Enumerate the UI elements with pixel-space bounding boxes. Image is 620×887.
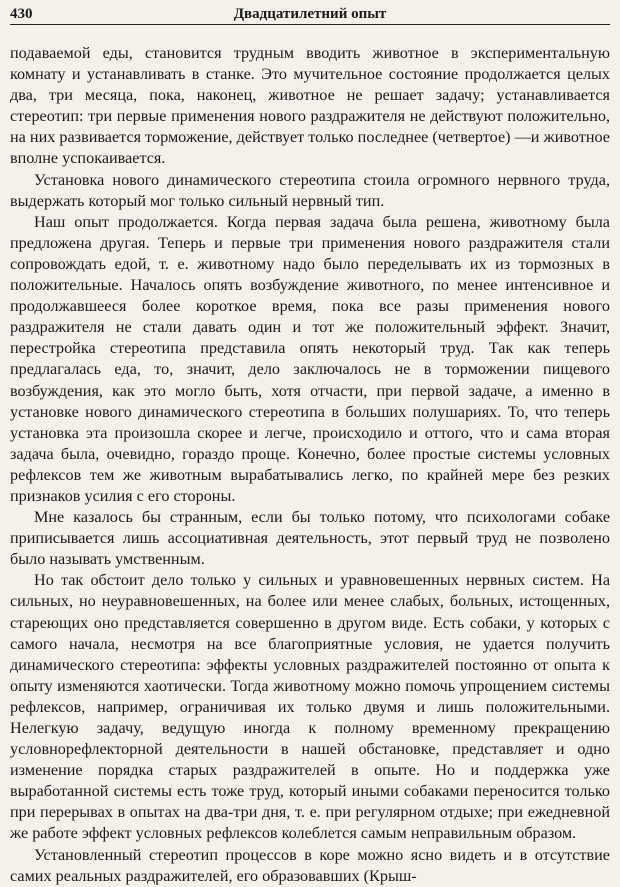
paragraph: подаваемой еды, становится трудным вводить животное в экспериментальную комнату и устанавливать в станке. Это мучительное состояние продолжается целых два, три месяца, пока, наконец, животное не решает задачу; устанавливается стереотип: три первые применения нового раздражителя не действуют положительно, на них развивается торможение, действует только последнее (четвертое) —и животное вполне успокаивается.: [10, 44, 610, 168]
paragraph: Наш опыт продолжается. Когда первая задача была решена, животному была предложена другая. Теперь и первые три применения нового раздражителя стали сопровождать едой, т. е. животному надо было переделывать их из тормозных в положительные. Началось опять возбуждение животного, по менее интенсивное и продолжавшееся более короткое время, пока все разы применения нового раздражителя не стали давать один и тот же положительный эффект. Значит, перестройка стереотипа представила опять некоторый труд. Так как теперь предлагалась еда, то, значит, дело заключалось не в торможении пищевого возбуждения, как это могло быть, хотя отчасти, при первой задаче, а именно в установке нового динамического стереотипа в больших полушариях. То, что теперь установка эта произошла скорее и легче, происходило и оттого, что и сама вторая задача была, очевидно, гораздо проще. Конечно, более простые системы условных рефлексов тем же животным вырабатывались легко, по крайней мере без резких признаков усилия с его стороны.: [10, 212, 610, 505]
paragraph: Но так обстоит дело только у сильных и уравновешенных нервных систем. На сильных, но неуравновешенных, на более или менее слабых, больных, истощенных, стареющих оно представляется совершенно в другом виде. Есть собаки, у которых с самого начала, несмотря на все благоприятные условия, не удается получить динамического стереотипа: эффекты условных раздражителей постоянно от опыта к опыту изменяются хаотически. Тогда животному можно помочь упрощением системы рефлексов, например, ограничивая их только двумя и лишь положительными. Нелегкую задачу, ведущую иногда к полному временному прекращению условнорефлекторной деятельности в нашей обстановке, представляет и одно изменение порядка старых раздражителей в опыте. Но и поддержка уже выработанной системы есть тоже труд, который иными собаками переносится только при перерывах в опытах на два-три дня, т. е. при регулярном отдыхе; при ежедневной же работе эффект условных рефлексов колеблется самым неправильным образом.: [10, 571, 610, 843]
paragraph: Мне казалось бы странным, если бы только потому, что психологами собаке приписывается лишь ассоциативная деятельность, этот первый труд не позволено было называть умственным.: [10, 508, 610, 569]
paragraph: Установленный стереотип процессов в коре можно ясно видеть и в отсутствие самих реальных раздражителей, его образовавших (Крыш-: [10, 845, 610, 885]
running-title: Двадцатилетний опыт: [233, 6, 387, 22]
page-number: 430: [10, 6, 33, 22]
body-text: [10, 43, 610, 887]
page-header: [10, 4, 610, 25]
paragraph: Установка нового динамического стереотипа стоила огромного нервного труда, выдержать который мог только сильный нервный тип.: [10, 170, 610, 210]
